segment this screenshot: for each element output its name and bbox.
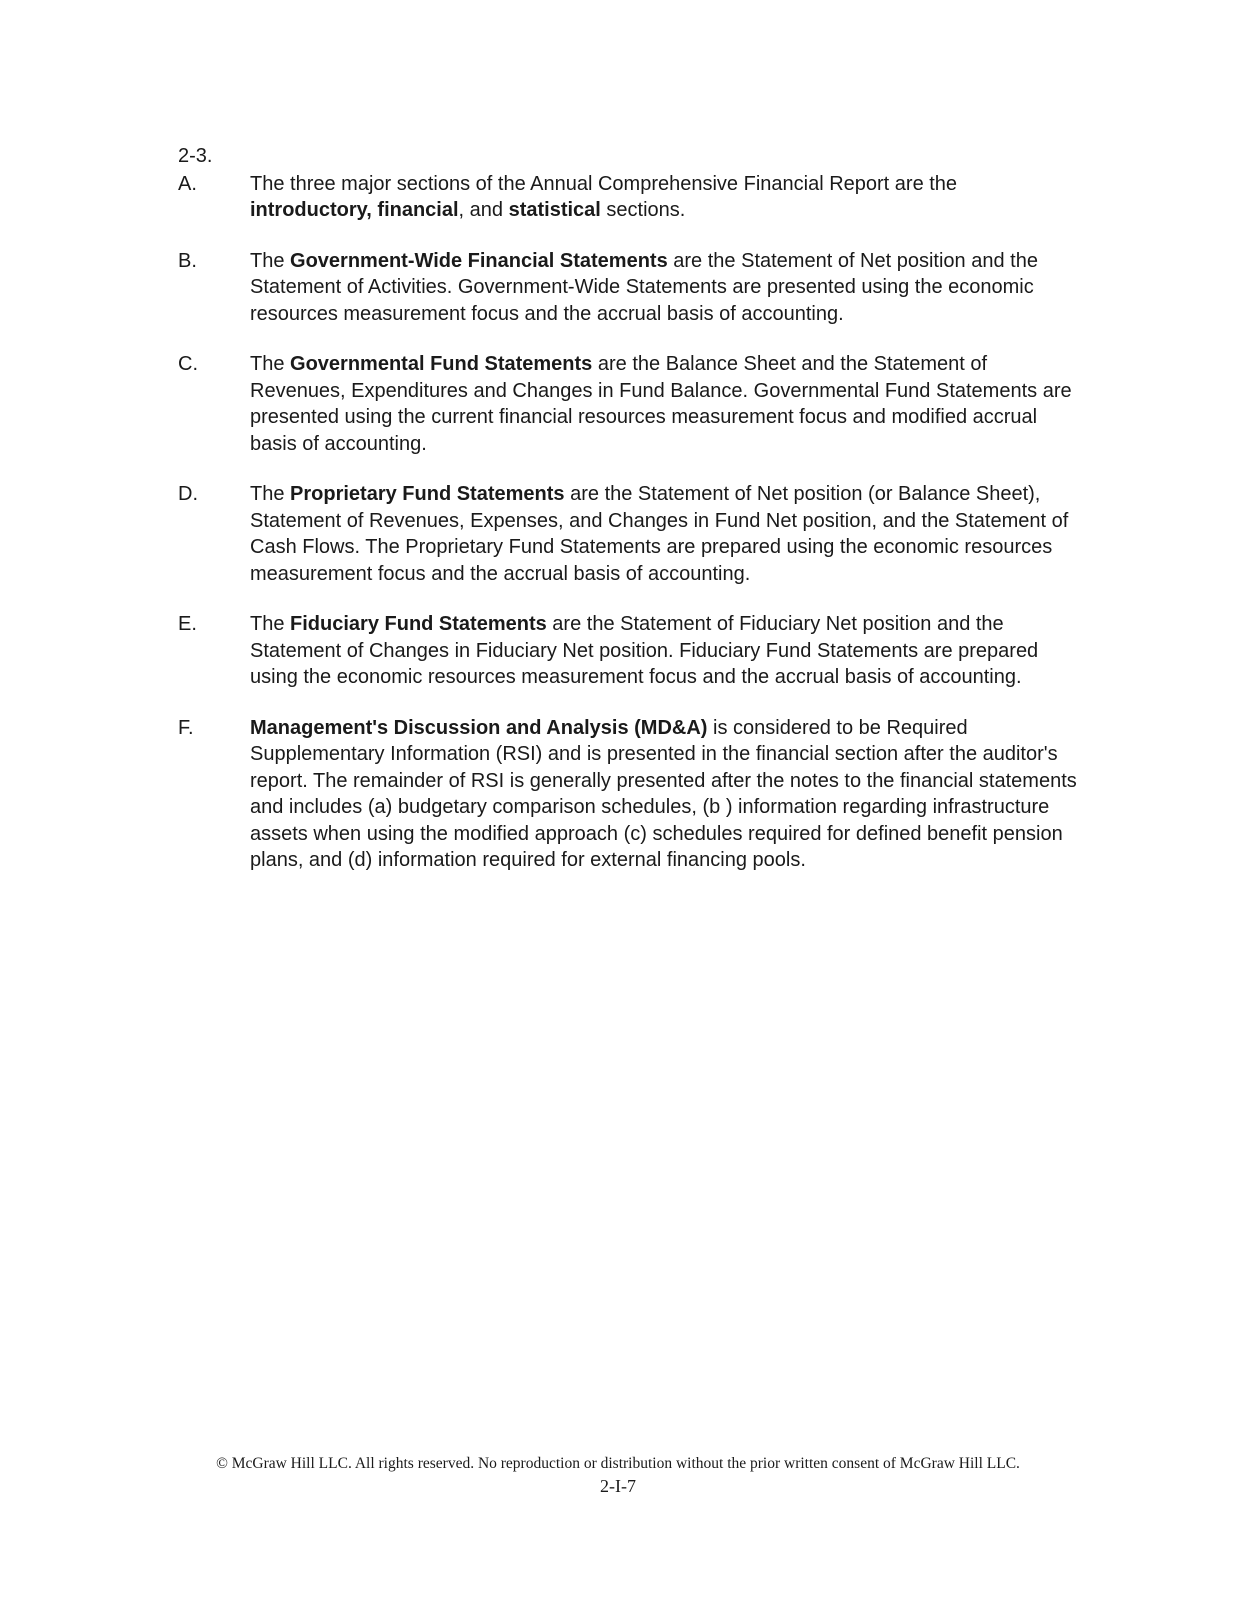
item-text [250,481,1078,587]
answer-item-d [178,481,1078,587]
text-segment: The [250,353,291,375]
item-text [250,351,1078,457]
text-segment: sections. [600,199,686,221]
text-segment: The [250,483,291,505]
item-letter: D. [178,483,198,505]
text-segment: , and [458,199,509,221]
text-segment: The [250,613,291,635]
item-letter: B. [178,249,197,272]
bold-term: Management's Discussion and Analysis (MD&A) [250,716,708,739]
text-segment: are the Statement of Net position (or Balance Sheet), Statement of Revenues, Expenses, and Changes in Fund Net position, and the Statement of Cash Flows. The Proprietary Fund Statements are prepared using the economic resources measurement focus and the accrual basis of accounting. [250,483,1069,585]
bold-term: Proprietary Fund Statements [290,483,565,505]
text-segment: are the Statement of Net position and the Statement of Activities. Government-Wide Statements are presented using the economic resources measurement focus and the accrual basis of accounting. [250,249,1038,325]
item-text [250,715,1078,874]
answer-item-b [178,248,1078,328]
answer-item-a [178,171,1078,224]
bold-term: Government-Wide Financial Statements [290,249,668,272]
item-text [250,611,1078,691]
text-segment: is considered to be Required Supplementary Information (RSI) and is presented in the financial section after the auditor's report. The remainder of RSI is generally presented after the notes to the financial statements and includes (a) budgetary comparison schedules, (b ) information regarding infrastructure assets when using the modified approach (c) schedules required for defined benefit pension plans, and (d) information required for external financing pools. [250,716,1077,871]
answer-item-f [178,715,1078,874]
copyright-notice: © McGraw Hill LLC. All rights reserved. No reproduction or distribution without the prior written consent of McGraw Hill LLC. [216,1455,1020,1472]
text-segment: are the Statement of Fiduciary Net position and the Statement of Changes in Fiduciary Net position. Fiduciary Fund Statements are prepared using the economic resources measurement focus and the accrual basis of accounting. [250,613,1039,688]
bold-term: Fiduciary Fund Statements [290,613,547,635]
item-letter: C. [178,353,198,375]
text-segment: are the Balance Sheet and the Statement of Revenues, Expenditures and Changes in Fund Balance. Governmental Fund Statements are presented using the current financial resources measurement focus and modified accrual basis of accounting. [250,353,1072,455]
item-text [250,171,1078,224]
answer-item-e [178,611,1078,691]
item-letter: A. [178,172,197,195]
item-letter: E. [178,613,197,635]
bold-term: statistical [508,199,601,221]
document-body [178,143,1078,898]
item-letter: F. [178,716,194,739]
page-number: 2-I-7 [600,1476,636,1496]
bold-term: Governmental Fund Statements [290,353,593,375]
item-text [250,248,1078,328]
text-segment: The three major sections of the Annual Comprehensive Financial Report are the [250,172,958,195]
text-segment: The [250,249,291,272]
bold-term: introductory, financial [250,199,459,221]
problem-number: 2-3. [178,145,213,167]
answer-item-c [178,351,1078,457]
